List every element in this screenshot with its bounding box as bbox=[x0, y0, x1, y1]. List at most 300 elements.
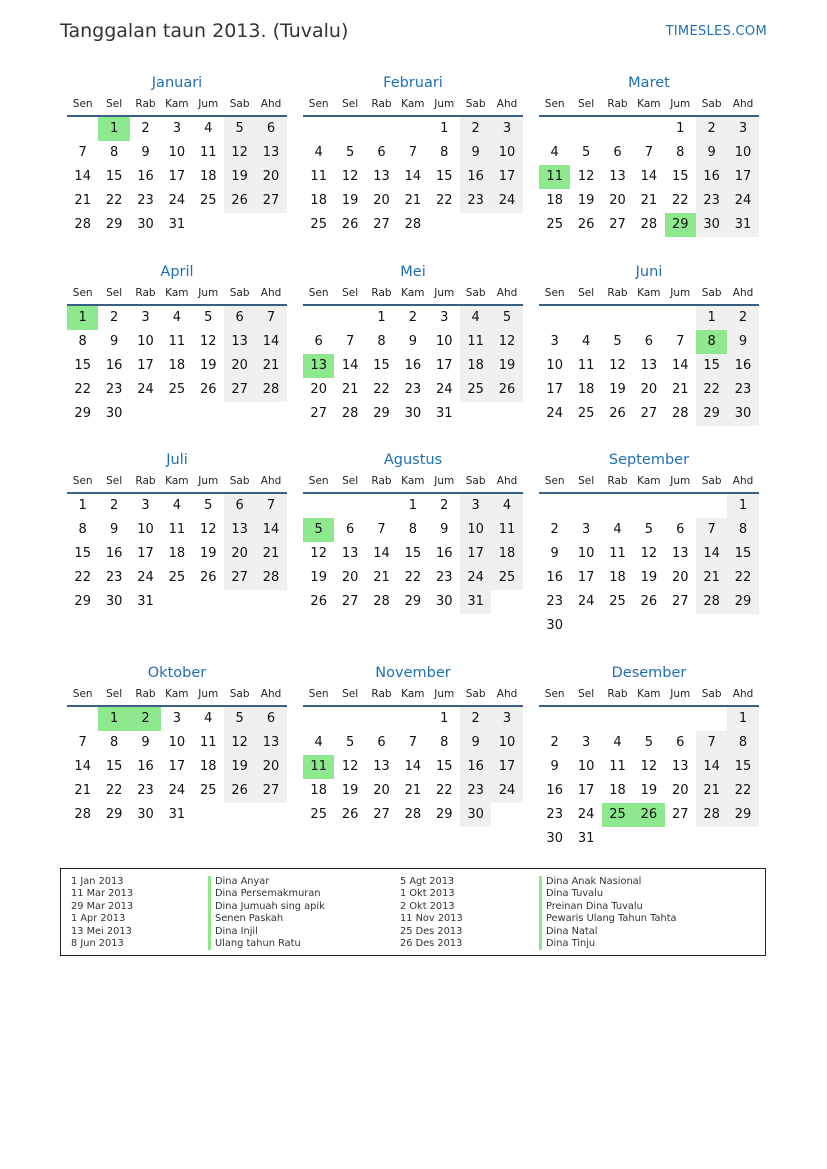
day-cell: 26 bbox=[224, 779, 255, 803]
day-cell: 27 bbox=[640, 406, 658, 421]
weekday-header: Ahd bbox=[727, 283, 758, 306]
day-cell: 4 bbox=[550, 145, 559, 160]
day-cell: 6 bbox=[314, 334, 323, 349]
day-cell: 19 bbox=[640, 570, 658, 585]
weekday-header: Ahd bbox=[727, 684, 758, 707]
day-cell: 20 bbox=[341, 570, 359, 585]
day-cell: 27 bbox=[609, 217, 626, 232]
day-cell: 10 bbox=[491, 731, 522, 755]
day-cell: 13 bbox=[609, 169, 626, 184]
day-cell: 28 bbox=[404, 217, 422, 232]
day-cell: 11 bbox=[577, 358, 595, 373]
weekday-header: Jum bbox=[665, 283, 696, 306]
day-cell: 6 bbox=[224, 306, 255, 330]
brand-link[interactable]: TIMESLES.COM bbox=[665, 24, 767, 39]
day-cell: 24 bbox=[168, 193, 186, 208]
holiday-day-cell: 25 bbox=[602, 803, 633, 827]
weekday-header: Kam bbox=[161, 283, 192, 306]
weekday-header: Sen bbox=[539, 283, 570, 306]
day-cell: 28 bbox=[74, 217, 91, 232]
day-cell: 22 bbox=[373, 382, 390, 397]
legend-holiday-name: Dina Tuvalu bbox=[539, 888, 677, 900]
day-cell: 17 bbox=[727, 165, 758, 189]
month-name: Januari bbox=[151, 75, 203, 91]
day-cell: 26 bbox=[341, 217, 359, 232]
day-cell: 13 bbox=[671, 546, 689, 561]
day-cell: 5 bbox=[581, 145, 591, 160]
day-cell: 27 bbox=[310, 406, 327, 421]
empty-day-cell bbox=[539, 707, 570, 731]
weekday-header: Kam bbox=[397, 684, 428, 707]
weekday-header: Rab bbox=[366, 283, 397, 306]
month-calendar bbox=[303, 449, 523, 614]
day-cell: 20 bbox=[224, 542, 255, 566]
day-cell: 8 bbox=[377, 334, 386, 349]
day-cell: 23 bbox=[460, 779, 491, 803]
day-cell: 28 bbox=[640, 217, 658, 232]
day-cell: 14 bbox=[671, 358, 689, 373]
day-cell: 14 bbox=[640, 169, 658, 184]
empty-day-cell bbox=[224, 590, 255, 614]
day-cell: 24 bbox=[491, 189, 522, 213]
month-calendar bbox=[67, 449, 287, 614]
day-cell: 19 bbox=[310, 570, 327, 585]
month-grid bbox=[539, 684, 759, 851]
day-cell: 15 bbox=[74, 546, 91, 561]
legend-holiday-name: Dina Anyar bbox=[208, 876, 325, 888]
weekday-header: Sel bbox=[570, 94, 601, 117]
day-cell: 15 bbox=[696, 354, 727, 378]
empty-day-cell bbox=[602, 614, 633, 638]
day-cell: 26 bbox=[577, 217, 595, 232]
day-cell: 2 bbox=[141, 121, 150, 136]
day-cell: 24 bbox=[577, 594, 595, 609]
day-cell: 30 bbox=[105, 594, 123, 609]
month-grid bbox=[539, 471, 759, 638]
weekday-header: Sab bbox=[224, 283, 255, 306]
empty-day-cell bbox=[539, 306, 570, 330]
month-calendar bbox=[303, 662, 523, 827]
day-cell: 22 bbox=[105, 193, 123, 208]
day-cell: 31 bbox=[435, 406, 453, 421]
legend-names-col2 bbox=[539, 876, 677, 950]
day-cell: 10 bbox=[546, 358, 563, 373]
day-cell: 18 bbox=[168, 546, 186, 561]
day-cell: 14 bbox=[74, 759, 91, 774]
empty-day-cell bbox=[334, 707, 365, 731]
day-cell: 20 bbox=[640, 382, 658, 397]
day-cell: 15 bbox=[105, 169, 123, 184]
day-cell: 5 bbox=[204, 310, 213, 325]
day-cell: 9 bbox=[550, 546, 559, 561]
holiday-day-cell: 13 bbox=[303, 354, 334, 378]
empty-day-cell bbox=[602, 707, 633, 731]
month-calendar bbox=[539, 449, 759, 638]
day-cell: 21 bbox=[671, 382, 689, 397]
empty-day-cell bbox=[460, 402, 491, 426]
day-cell: 3 bbox=[172, 121, 181, 136]
day-cell: 7 bbox=[78, 145, 87, 160]
day-cell: 3 bbox=[491, 117, 522, 141]
day-cell: 17 bbox=[546, 382, 563, 397]
empty-day-cell bbox=[665, 494, 696, 518]
day-cell: 7 bbox=[644, 145, 653, 160]
month-name: April bbox=[160, 264, 194, 280]
day-cell: 11 bbox=[168, 334, 186, 349]
day-cell: 19 bbox=[341, 193, 359, 208]
day-cell: 30 bbox=[404, 406, 422, 421]
month-grid bbox=[303, 283, 523, 426]
weekday-header: Kam bbox=[633, 283, 664, 306]
day-cell: 17 bbox=[168, 169, 186, 184]
day-cell: 17 bbox=[137, 358, 154, 373]
empty-day-cell bbox=[224, 213, 255, 237]
day-cell: 19 bbox=[224, 755, 255, 779]
day-cell: 22 bbox=[671, 193, 689, 208]
day-cell: 9 bbox=[109, 334, 119, 349]
day-cell: 24 bbox=[137, 570, 154, 585]
day-cell: 18 bbox=[168, 358, 186, 373]
day-cell: 22 bbox=[696, 378, 727, 402]
day-cell: 2 bbox=[440, 498, 449, 513]
day-cell: 13 bbox=[224, 330, 255, 354]
empty-day-cell bbox=[193, 402, 224, 426]
empty-day-cell bbox=[334, 306, 365, 330]
legend-date: 26 Des 2013 bbox=[400, 937, 463, 949]
day-cell: 27 bbox=[373, 217, 390, 232]
day-cell: 3 bbox=[141, 498, 150, 513]
day-cell: 12 bbox=[640, 759, 658, 774]
day-cell: 24 bbox=[435, 382, 453, 397]
day-cell: 14 bbox=[255, 330, 286, 354]
weekday-header: Sel bbox=[570, 471, 601, 494]
day-cell: 5 bbox=[224, 707, 255, 731]
empty-day-cell bbox=[696, 827, 727, 851]
empty-day-cell bbox=[334, 117, 365, 141]
day-cell: 25 bbox=[310, 807, 327, 822]
day-cell: 18 bbox=[199, 759, 217, 774]
day-cell: 16 bbox=[460, 755, 491, 779]
day-cell: 25 bbox=[310, 217, 327, 232]
weekday-header: Sel bbox=[98, 471, 129, 494]
empty-day-cell bbox=[602, 494, 633, 518]
day-cell: 17 bbox=[491, 755, 522, 779]
empty-day-cell bbox=[130, 402, 161, 426]
day-cell: 25 bbox=[168, 570, 186, 585]
weekday-header: Kam bbox=[161, 471, 192, 494]
day-cell: 22 bbox=[404, 570, 422, 585]
day-cell: 30 bbox=[137, 807, 154, 822]
day-cell: 20 bbox=[609, 193, 626, 208]
day-cell: 21 bbox=[404, 193, 422, 208]
month-calendar bbox=[67, 261, 287, 426]
day-cell: 11 bbox=[609, 759, 626, 774]
weekday-header: Jum bbox=[665, 94, 696, 117]
month-name: Juli bbox=[166, 452, 188, 468]
weekday-header: Jum bbox=[193, 684, 224, 707]
day-cell: 7 bbox=[696, 731, 727, 755]
day-cell: 9 bbox=[696, 141, 727, 165]
month-name: Agustus bbox=[383, 452, 443, 468]
day-cell: 11 bbox=[491, 518, 522, 542]
day-cell: 17 bbox=[460, 542, 491, 566]
day-cell: 3 bbox=[491, 707, 522, 731]
holiday-day-cell: 1 bbox=[98, 117, 129, 141]
weekday-header: Ahd bbox=[255, 684, 286, 707]
day-cell: 9 bbox=[460, 731, 491, 755]
empty-day-cell bbox=[67, 707, 98, 731]
day-cell: 27 bbox=[373, 807, 390, 822]
day-cell: 20 bbox=[373, 783, 390, 798]
empty-day-cell bbox=[255, 803, 286, 827]
day-cell: 18 bbox=[577, 382, 595, 397]
day-cell: 13 bbox=[341, 546, 359, 561]
day-cell: 28 bbox=[373, 594, 390, 609]
day-cell: 13 bbox=[255, 731, 286, 755]
day-cell: 29 bbox=[727, 590, 758, 614]
day-cell: 15 bbox=[727, 542, 758, 566]
day-cell: 4 bbox=[491, 494, 522, 518]
day-cell: 6 bbox=[377, 145, 386, 160]
day-cell: 7 bbox=[78, 735, 87, 750]
empty-day-cell bbox=[366, 707, 397, 731]
holiday-day-cell: 11 bbox=[303, 755, 334, 779]
day-cell: 24 bbox=[168, 783, 186, 798]
day-cell: 10 bbox=[577, 546, 595, 561]
empty-day-cell bbox=[491, 590, 522, 614]
weekday-header: Sen bbox=[303, 94, 334, 117]
weekday-header: Rab bbox=[602, 684, 633, 707]
day-cell: 8 bbox=[440, 735, 449, 750]
day-cell: 13 bbox=[224, 518, 255, 542]
day-cell: 25 bbox=[199, 193, 217, 208]
day-cell: 29 bbox=[727, 803, 758, 827]
day-cell: 6 bbox=[255, 117, 286, 141]
weekday-header: Ahd bbox=[727, 471, 758, 494]
weekday-header: Sel bbox=[98, 283, 129, 306]
day-cell: 4 bbox=[172, 310, 181, 325]
empty-day-cell bbox=[539, 494, 570, 518]
weekday-header: Sen bbox=[539, 94, 570, 117]
empty-day-cell bbox=[633, 707, 664, 731]
day-cell: 25 bbox=[460, 378, 491, 402]
day-cell: 29 bbox=[435, 807, 453, 822]
empty-day-cell bbox=[665, 707, 696, 731]
day-cell: 20 bbox=[671, 783, 689, 798]
weekday-header: Rab bbox=[602, 94, 633, 117]
day-cell: 30 bbox=[727, 402, 758, 426]
month-calendar bbox=[67, 662, 287, 827]
weekday-header: Sel bbox=[98, 94, 129, 117]
empty-day-cell bbox=[224, 402, 255, 426]
day-cell: 21 bbox=[255, 542, 286, 566]
month-name: November bbox=[375, 665, 451, 681]
day-cell: 29 bbox=[105, 217, 123, 232]
day-cell: 30 bbox=[460, 803, 491, 827]
day-cell: 28 bbox=[341, 406, 359, 421]
day-cell: 8 bbox=[109, 145, 119, 160]
legend-date: 8 Jun 2013 bbox=[71, 937, 124, 949]
day-cell: 2 bbox=[109, 498, 119, 513]
weekday-header: Kam bbox=[633, 684, 664, 707]
day-cell: 25 bbox=[546, 217, 563, 232]
day-cell: 10 bbox=[168, 145, 186, 160]
weekday-header: Rab bbox=[602, 471, 633, 494]
day-cell: 24 bbox=[546, 406, 563, 421]
weekday-header: Ahd bbox=[727, 94, 758, 117]
page-title: Tanggalan taun 2013. (Tuvalu) bbox=[60, 20, 349, 42]
day-cell: 4 bbox=[204, 711, 213, 726]
day-cell: 1 bbox=[727, 494, 758, 518]
day-cell: 19 bbox=[577, 193, 595, 208]
day-cell: 30 bbox=[546, 618, 563, 633]
day-cell: 1 bbox=[727, 707, 758, 731]
weekday-header: Rab bbox=[602, 283, 633, 306]
day-cell: 16 bbox=[435, 546, 453, 561]
day-cell: 31 bbox=[168, 807, 186, 822]
day-cell: 4 bbox=[204, 121, 213, 136]
day-cell: 26 bbox=[491, 378, 522, 402]
weekday-header: Sen bbox=[303, 684, 334, 707]
day-cell: 14 bbox=[404, 759, 422, 774]
empty-day-cell bbox=[665, 306, 696, 330]
day-cell: 1 bbox=[676, 121, 685, 136]
day-cell: 10 bbox=[137, 334, 154, 349]
month-name: Mei bbox=[400, 264, 426, 280]
month-calendar bbox=[67, 72, 287, 237]
day-cell: 16 bbox=[105, 358, 123, 373]
day-cell: 18 bbox=[546, 193, 563, 208]
day-cell: 12 bbox=[199, 522, 217, 537]
empty-day-cell bbox=[397, 117, 428, 141]
empty-day-cell bbox=[193, 213, 224, 237]
day-cell: 16 bbox=[105, 546, 123, 561]
month-calendar bbox=[303, 261, 523, 426]
day-cell: 20 bbox=[373, 193, 390, 208]
empty-day-cell bbox=[193, 803, 224, 827]
day-cell: 10 bbox=[137, 522, 154, 537]
day-cell: 14 bbox=[696, 542, 727, 566]
empty-day-cell bbox=[303, 494, 334, 518]
empty-day-cell bbox=[665, 827, 696, 851]
month-grid bbox=[67, 283, 287, 426]
day-cell: 22 bbox=[435, 783, 453, 798]
holiday-day-cell: 5 bbox=[303, 518, 334, 542]
weekday-header: Sel bbox=[98, 684, 129, 707]
holiday-legend bbox=[60, 868, 766, 956]
empty-day-cell bbox=[570, 117, 601, 141]
weekday-header: Jum bbox=[429, 283, 460, 306]
day-cell: 19 bbox=[491, 354, 522, 378]
day-cell: 16 bbox=[137, 759, 154, 774]
weekday-header: Jum bbox=[193, 94, 224, 117]
empty-day-cell bbox=[696, 707, 727, 731]
day-cell: 1 bbox=[78, 498, 87, 513]
day-cell: 9 bbox=[460, 141, 491, 165]
day-cell: 9 bbox=[440, 522, 449, 537]
day-cell: 12 bbox=[224, 731, 255, 755]
month-grid bbox=[67, 471, 287, 614]
empty-day-cell bbox=[727, 614, 758, 638]
empty-day-cell bbox=[429, 213, 460, 237]
day-cell: 21 bbox=[373, 570, 390, 585]
day-cell: 13 bbox=[671, 759, 689, 774]
weekday-header: Rab bbox=[366, 471, 397, 494]
weekday-header: Jum bbox=[193, 283, 224, 306]
day-cell: 6 bbox=[613, 145, 622, 160]
day-cell: 29 bbox=[373, 406, 390, 421]
empty-day-cell bbox=[570, 707, 601, 731]
weekday-header: Jum bbox=[193, 471, 224, 494]
day-cell: 11 bbox=[310, 169, 327, 184]
day-cell: 14 bbox=[74, 169, 91, 184]
day-cell: 8 bbox=[727, 518, 758, 542]
day-cell: 23 bbox=[460, 189, 491, 213]
day-cell: 27 bbox=[224, 378, 255, 402]
legend-date: 11 Mar 2013 bbox=[71, 888, 134, 900]
weekday-header: Rab bbox=[130, 684, 161, 707]
weekday-header: Ahd bbox=[255, 94, 286, 117]
weekday-header: Sen bbox=[67, 283, 98, 306]
weekday-header: Sab bbox=[696, 283, 727, 306]
day-cell: 2 bbox=[550, 735, 559, 750]
weekday-header: Sab bbox=[224, 471, 255, 494]
day-cell: 21 bbox=[696, 566, 727, 590]
empty-day-cell bbox=[602, 827, 633, 851]
day-cell: 2 bbox=[550, 522, 559, 537]
weekday-header: Ahd bbox=[255, 471, 286, 494]
weekday-header: Sen bbox=[67, 684, 98, 707]
day-cell: 14 bbox=[255, 518, 286, 542]
month-name: Maret bbox=[628, 75, 670, 91]
legend-date: 13 Mei 2013 bbox=[71, 925, 132, 937]
empty-day-cell bbox=[491, 402, 522, 426]
day-cell: 14 bbox=[373, 546, 390, 561]
legend-date: 2 Okt 2013 bbox=[400, 900, 455, 912]
day-cell: 7 bbox=[408, 735, 417, 750]
day-cell: 12 bbox=[640, 546, 658, 561]
empty-day-cell bbox=[460, 213, 491, 237]
day-cell: 19 bbox=[199, 358, 217, 373]
day-cell: 8 bbox=[109, 735, 119, 750]
day-cell: 11 bbox=[609, 546, 626, 561]
empty-day-cell bbox=[366, 494, 397, 518]
empty-day-cell bbox=[366, 117, 397, 141]
day-cell: 6 bbox=[345, 522, 355, 537]
empty-day-cell bbox=[633, 306, 664, 330]
day-cell: 3 bbox=[460, 494, 491, 518]
legend-date: 1 Okt 2013 bbox=[400, 888, 455, 900]
legend-date: 5 Agt 2013 bbox=[400, 876, 455, 887]
month-calendar bbox=[539, 662, 759, 851]
day-cell: 12 bbox=[310, 546, 327, 561]
day-cell: 1 bbox=[377, 310, 386, 325]
day-cell: 27 bbox=[255, 779, 286, 803]
weekday-header: Ahd bbox=[255, 283, 286, 306]
day-cell: 8 bbox=[676, 145, 685, 160]
legend-holiday-name: Pewaris Ulang Tahun Tahta bbox=[539, 913, 677, 925]
day-cell: 18 bbox=[199, 169, 217, 184]
day-cell: 28 bbox=[404, 807, 422, 822]
day-cell: 11 bbox=[199, 145, 217, 160]
holiday-day-cell: 2 bbox=[130, 707, 161, 731]
day-cell: 19 bbox=[199, 546, 217, 561]
weekday-header: Sel bbox=[334, 283, 365, 306]
day-cell: 26 bbox=[609, 406, 626, 421]
month-name: Oktober bbox=[147, 665, 207, 681]
legend-holiday-name: Dina Injil bbox=[208, 926, 325, 938]
day-cell: 30 bbox=[546, 831, 563, 846]
